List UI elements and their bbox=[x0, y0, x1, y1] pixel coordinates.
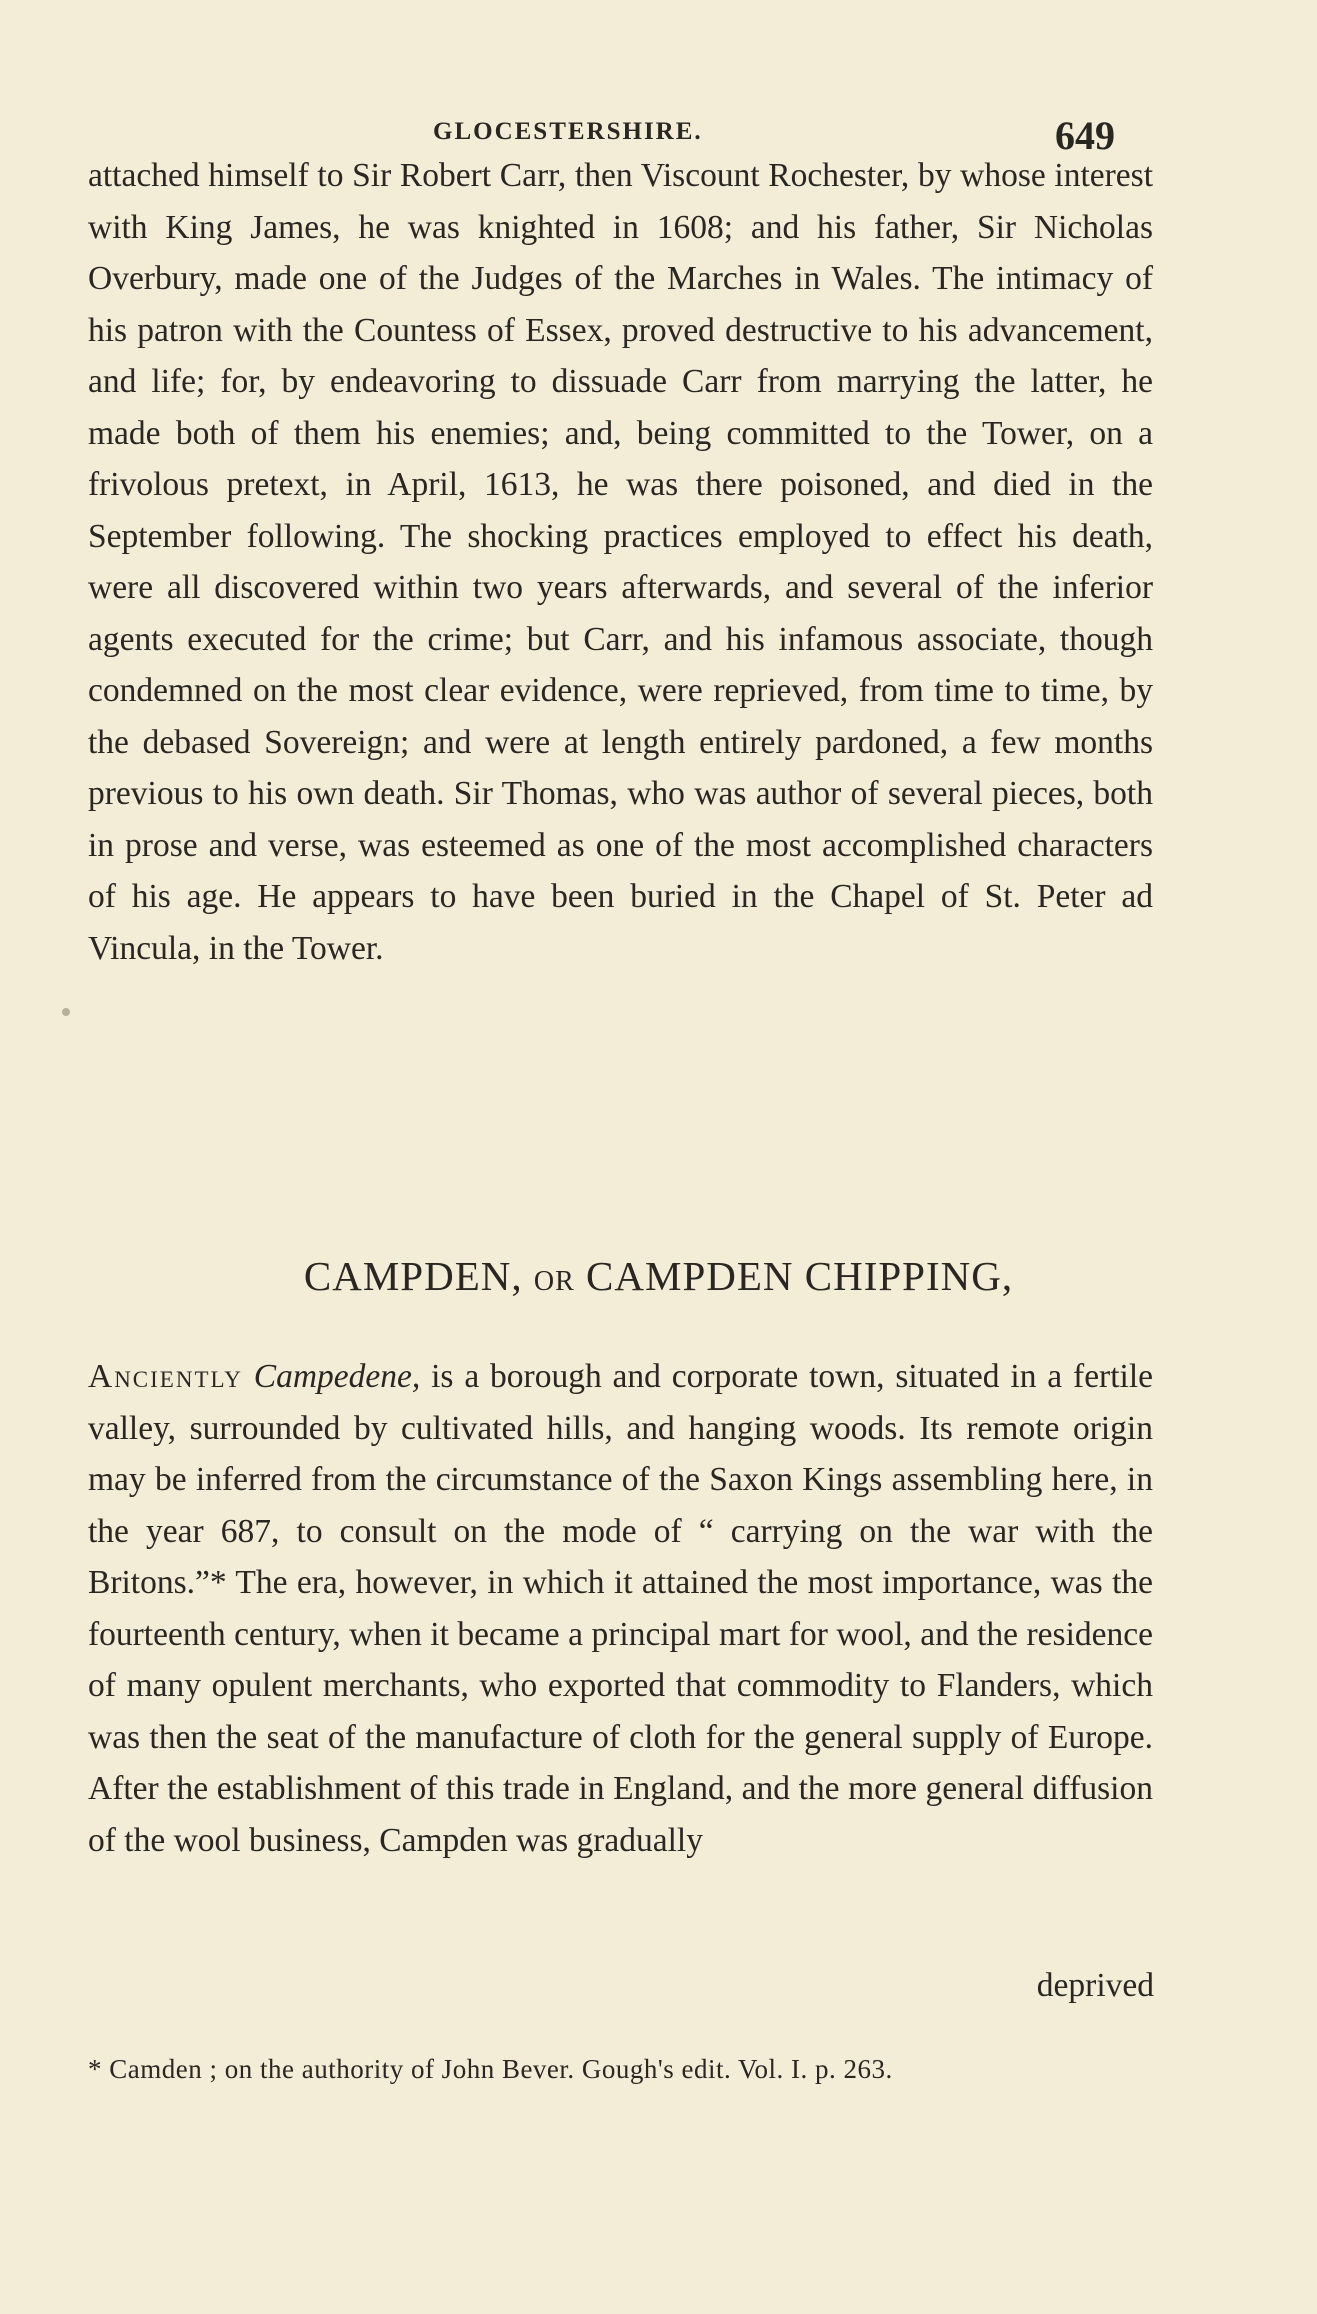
paper-stain bbox=[62, 1008, 70, 1016]
heading-campden-chipping: CAMPDEN CHIPPING, bbox=[586, 1253, 1014, 1299]
page-number: 649 bbox=[1055, 113, 1115, 158]
main-text-block bbox=[88, 150, 1153, 974]
paragraph-overbury: attached himself to Sir Robert Carr, then Viscount Rochester, by whose interest with King James, he was knighted in 1608; and his father, Sir Nicholas Overbury, made one of the Judges of the Marches in Wales. The intimacy of his patron with the Countess of Essex, proved destructive to his advancement, and life; for, by endeavoring to dissuade Carr from marrying the latter, he made both of them his enemies; and, being committed to the Tower, on a frivolous pretext, in April, 1613, he was there poisoned, and died in the September following. The shocking practices employed to effect his death, were all discovered within two years afterwards, and several of the inferior agents executed for the crime; but Carr, and his infamous associate, though condemned on the most clear evidence, were reprieved, from time to time, by the debased Sovereign; and were at length entirely pardoned, a few months previous to his own death. Sir Thomas, who was author of several pieces, both in prose and verse, was esteemed as one of the most accomplished characters of his age. He appears to have been buried in the Chapel of St. Peter ad Vincula, in the Tower. bbox=[88, 157, 1153, 967]
heading-or: OR bbox=[533, 1266, 575, 1297]
section-text-block bbox=[88, 1351, 1153, 1866]
footnote: * Camden ; on the authority of John Bever. Gough's edit. Vol. I. p. 263. bbox=[88, 2054, 893, 2084]
paragraph-campden-body: is a borough and corporate town, situated in a fertile valley, surrounded by cultivated hills, and hanging woods. Its remote origin may be inferred from the circumstance of the Saxon Kings assembling here, in the year 687, to consult on the mode of “ carrying on the war with the Britons.”* The era, however, in which it attained the most importance, was the fourteenth century, when it became a principal mart for wool, and the residence of many opulent merchants, who exported that commodity to Flanders, which was then the seat of the manufacture of cloth for the general supply of Europe. After the establishment of this trade in England, and the more general diffusion of the wool business, Campden was gradually bbox=[88, 1358, 1154, 1859]
heading-campden: CAMPDEN, bbox=[303, 1253, 523, 1299]
section-heading bbox=[0, 1252, 1317, 1300]
paragraph-campden bbox=[88, 1351, 1153, 1866]
lead-italic: Campedene, bbox=[253, 1358, 421, 1395]
catchword: deprived bbox=[1036, 1967, 1154, 2004]
running-title: GLOCESTERSHIRE. bbox=[433, 118, 703, 145]
lead-word: Anciently bbox=[88, 1358, 243, 1395]
